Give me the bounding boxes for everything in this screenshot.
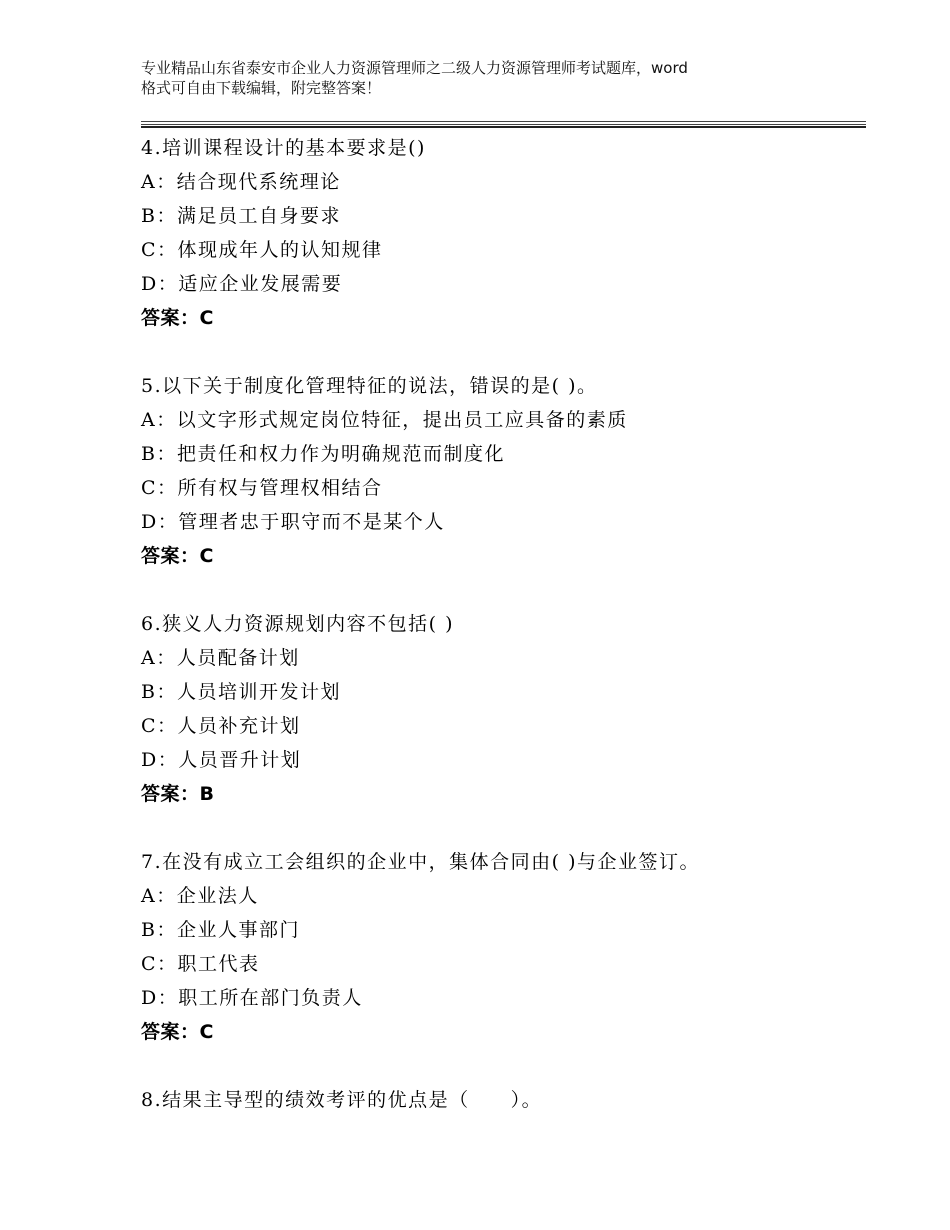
header-line-1: 专业精品山东省泰安市企业人力资源管理师之二级人力资源管理师考试题库，word (141, 59, 688, 77)
option-c: C：人员补充计划 (141, 715, 301, 737)
question-stem: 7.在没有成立工会组织的企业中，集体合同由( )与企业签订。 (141, 851, 700, 873)
option-d: D：管理者忠于职守而不是某个人 (141, 511, 445, 533)
question-stem: 5.以下关于制度化管理特征的说法，错误的是( )。 (141, 375, 598, 397)
option-c: C：体现成年人的认知规律 (141, 239, 383, 261)
document-header (141, 58, 841, 98)
question-list (141, 131, 866, 1117)
option-a: A：以文字形式规定岗位特征，提出员工应具备的素质 (141, 409, 628, 431)
answer: 答案：C (141, 307, 214, 329)
option-b: B：企业人事部门 (141, 919, 300, 941)
option-d: D：人员晋升计划 (141, 749, 302, 771)
option-b: B：满足员工自身要求 (141, 205, 341, 227)
option-a: A：人员配备计划 (141, 647, 300, 669)
question-7 (141, 845, 866, 1049)
question-5 (141, 369, 866, 573)
option-c: C：所有权与管理权相结合 (141, 477, 383, 499)
header-divider (141, 126, 866, 128)
answer: 答案：B (141, 783, 215, 805)
option-b: B：把责任和权力作为明确规范而制度化 (141, 443, 505, 465)
spacer (141, 1049, 866, 1083)
question-8 (141, 1083, 866, 1117)
spacer (141, 811, 866, 845)
option-d: D：职工所在部门负责人 (141, 987, 363, 1009)
option-c: C：职工代表 (141, 953, 260, 975)
spacer (141, 573, 866, 607)
header-divider (141, 121, 866, 122)
question-stem: 8.结果主导型的绩效考评的优点是（ ）。 (141, 1089, 543, 1111)
question-stem: 6.狭义人力资源规划内容不包括( ) (141, 613, 454, 635)
answer: 答案：C (141, 545, 214, 567)
header-line-2: 格式可自由下载编辑，附完整答案！ (141, 79, 382, 97)
answer: 答案：C (141, 1021, 214, 1043)
option-a: A：企业法人 (141, 885, 259, 907)
header-divider (141, 124, 866, 125)
spacer (141, 335, 866, 369)
option-d: D：适应企业发展需要 (141, 273, 343, 295)
option-b: B：人员培训开发计划 (141, 681, 341, 703)
question-4 (141, 131, 866, 335)
option-a: A：结合现代系统理论 (141, 171, 341, 193)
question-6 (141, 607, 866, 811)
question-stem: 4.培训课程设计的基本要求是() (141, 137, 426, 159)
